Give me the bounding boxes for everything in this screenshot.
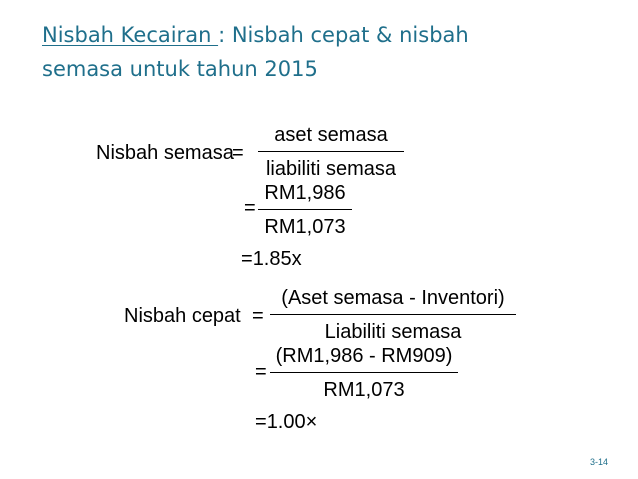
current-ratio-formula	[258, 122, 404, 182]
quick-ratio-equals-1: =	[252, 305, 264, 327]
fraction-bar	[258, 209, 352, 210]
fraction-bar	[270, 314, 516, 315]
current-ratio-label: Nisbah semasa	[96, 142, 234, 164]
values-denominator: RM1,073	[323, 379, 405, 401]
quick-ratio-result: =1.00×	[255, 411, 318, 433]
fraction-bar	[270, 372, 458, 373]
values-denominator: RM1,073	[264, 216, 346, 238]
formula-numerator: aset semasa	[274, 124, 388, 146]
quick-ratio-formula	[270, 285, 516, 345]
values-numerator: (RM1,986 - RM909)	[275, 345, 453, 367]
slide-title	[42, 18, 602, 86]
title-subtopic: : Nisbah cepat & nisbah	[218, 23, 469, 47]
formula-numerator: (Aset semasa - Inventori)	[281, 287, 505, 309]
quick-ratio-label: Nisbah cepat	[124, 305, 241, 327]
formula-denominator: liabiliti semasa	[265, 158, 397, 180]
quick-ratio-equals-2: =	[255, 361, 267, 383]
current-ratio-values	[258, 180, 352, 240]
formula-denominator: Liabiliti semasa	[324, 321, 462, 343]
values-numerator: RM1,986	[264, 182, 346, 204]
current-ratio-equals-2: =	[244, 197, 256, 219]
current-ratio-equals-1: =	[232, 142, 244, 164]
fraction-bar	[258, 151, 404, 152]
current-ratio-result: =1.85x	[241, 248, 302, 270]
page-number: 3-14	[589, 457, 608, 467]
quick-ratio-values	[270, 343, 458, 403]
title-topic: Nisbah Kecairan	[42, 23, 219, 47]
title-line-2: semasa untuk tahun 2015	[42, 57, 318, 81]
